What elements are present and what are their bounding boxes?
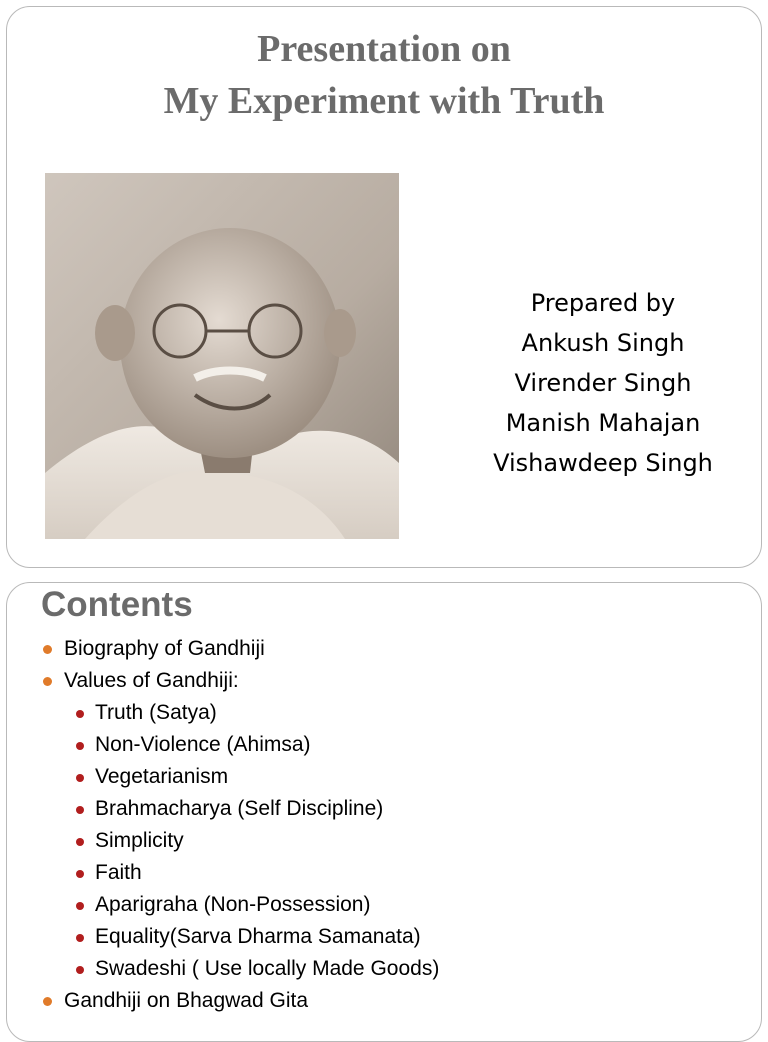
list-item bbox=[7, 825, 761, 857]
list-item-text: Aparigraha (Non-Possession) bbox=[95, 893, 371, 916]
prepared-by-label: Prepared by bbox=[530, 289, 676, 317]
bullet-dot-icon bbox=[76, 838, 84, 846]
bullet-dot-icon bbox=[43, 677, 52, 686]
bullet-dot-icon bbox=[76, 806, 84, 814]
list-item-text: Truth (Satya) bbox=[95, 701, 217, 724]
slide-title-line-1: Presentation on bbox=[257, 28, 511, 70]
list-item bbox=[7, 921, 761, 953]
title-slide bbox=[6, 6, 762, 568]
list-item-text: Equality(Sarva Dharma Samanata) bbox=[95, 925, 421, 948]
list-item bbox=[7, 889, 761, 921]
bullet-dot-icon bbox=[76, 742, 84, 750]
list-item-text: Biography of Gandhiji bbox=[64, 637, 265, 660]
list-item bbox=[7, 761, 761, 793]
list-item-text: Faith bbox=[95, 861, 142, 884]
slide-title-line-2: My Experiment with Truth bbox=[163, 80, 605, 122]
prepared-by-block bbox=[447, 283, 759, 483]
contents-list bbox=[7, 633, 761, 1017]
list-item-text: Simplicity bbox=[95, 829, 184, 852]
bullet-dot-icon bbox=[43, 645, 52, 654]
list-item bbox=[7, 697, 761, 729]
author-name: Ankush Singh bbox=[521, 329, 685, 357]
portrait-photo-icon bbox=[45, 173, 399, 539]
list-item bbox=[7, 633, 761, 665]
list-item bbox=[7, 953, 761, 985]
list-item-text: Brahmacharya (Self Discipline) bbox=[95, 797, 384, 820]
list-item bbox=[7, 729, 761, 761]
contents-slide bbox=[6, 582, 762, 1042]
bullet-dot-icon bbox=[76, 710, 84, 718]
list-item-text: Gandhiji on Bhagwad Gita bbox=[64, 989, 308, 1012]
bullet-dot-icon bbox=[76, 902, 84, 910]
contents-title: Contents bbox=[41, 585, 193, 624]
list-item bbox=[7, 985, 761, 1017]
list-item bbox=[7, 793, 761, 825]
author-name: Manish Mahajan bbox=[505, 409, 701, 437]
list-item-text: Swadeshi ( Use locally Made Goods) bbox=[95, 957, 440, 980]
list-item-text: Vegetarianism bbox=[95, 765, 229, 788]
bullet-dot-icon bbox=[43, 997, 52, 1006]
bullet-dot-icon bbox=[76, 934, 84, 942]
list-item-text: Non-Violence (Ahimsa) bbox=[95, 733, 311, 756]
bullet-dot-icon bbox=[76, 966, 84, 974]
author-name: Virender Singh bbox=[514, 369, 692, 397]
list-item bbox=[7, 857, 761, 889]
author-name: Vishawdeep Singh bbox=[493, 449, 713, 477]
bullet-dot-icon bbox=[76, 870, 84, 878]
list-item-text: Values of Gandhiji: bbox=[64, 669, 239, 692]
list-item bbox=[7, 665, 761, 697]
bullet-dot-icon bbox=[76, 774, 84, 782]
